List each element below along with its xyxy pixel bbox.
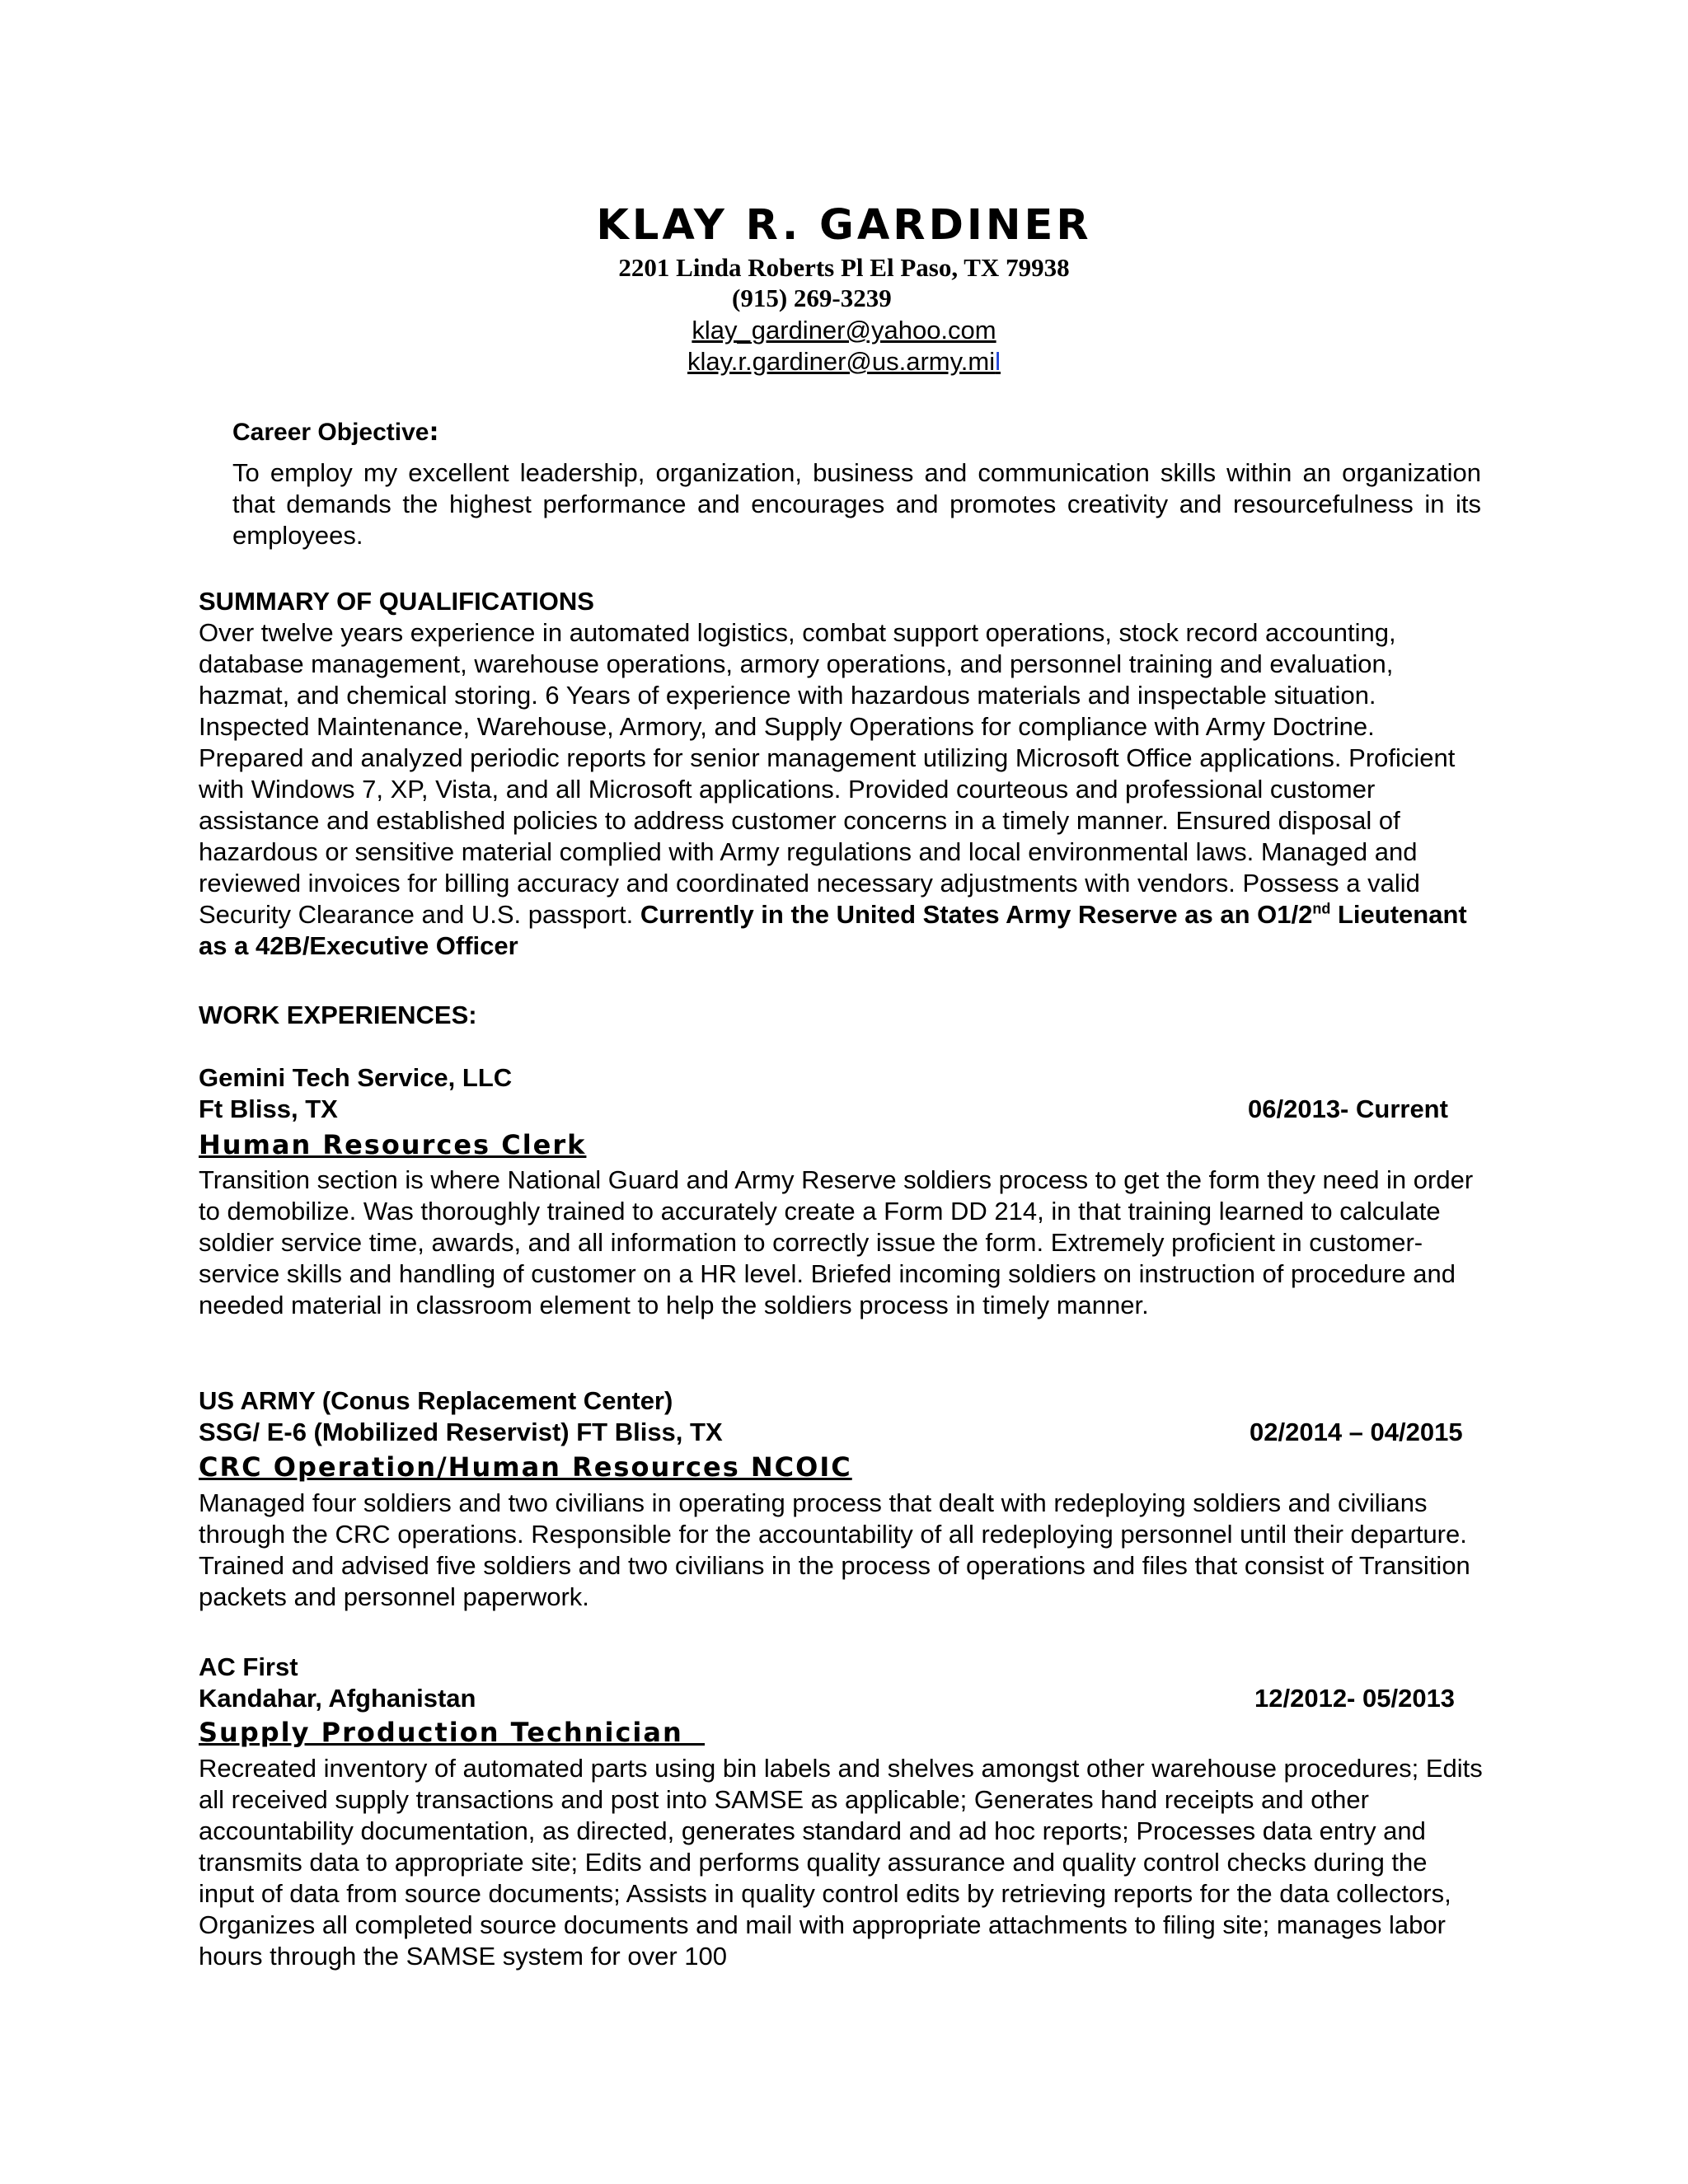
summary-section [199, 617, 1484, 962]
phone-number: (915) 269-3239 [732, 284, 892, 312]
job-location: Ft Bliss, TX [199, 1094, 338, 1123]
job-title: Human Resources Clerk [199, 1129, 587, 1160]
job-description: Managed four soldiers and two civilians in operating process that dealt with redeploying soldiers and civilians through the CRC operations. Responsible for the accountability of all redeploying personnel until their departure. Trained and advised five soldiers and two civilians in the process of operations and files that consist of Transition packets and personnel paperwork. [199, 1488, 1470, 1611]
job-location: SSG/ E-6 (Mobilized Reservist) FT Bliss, TX [199, 1418, 723, 1446]
job-title: Supply Production Technician [199, 1717, 706, 1748]
job-dates: 06/2013- Current [1248, 1094, 1448, 1123]
career-objective-heading [232, 417, 438, 448]
summary-heading: SUMMARY OF QUALIFICATIONS [199, 587, 594, 616]
job-employer: Gemini Tech Service, LLC [199, 1063, 513, 1092]
job-description: Recreated inventory of automated parts using bin labels and shelves amongst other warehouse procedures; Edits all received supply transactions and post into SAMSE as applicable; Generates hand receipts and other accountability documentation, as directed, generates standard and ad hoc reports; Processes data entry and transmits data to appropriate site; Edits and performs quality assurance and quality control checks during the input of data from source documents; Assists in quality control edits by retrieving reports for the data collectors, Organizes all completed source documents and mail with appropriate attachments to filing site; manages labor hours through the SAMSE system for over 100 [199, 1754, 1483, 1971]
job-title: CRC Operation/Human Resources NCOIC [199, 1451, 852, 1483]
email-link-personal[interactable]: klay_gardiner@yahoo.com [692, 316, 996, 344]
email-link-army[interactable] [0, 346, 1688, 377]
email-army-tail: l [995, 347, 1001, 376]
job-employer: AC First [199, 1652, 298, 1681]
email-army-main: klay.r.gardiner@us.army.mi [687, 347, 996, 376]
career-objective-title: Career Objective [232, 419, 429, 446]
job-description: Transition section is where National Guard and Army Reserve soldiers process to get the form they need in order to demobilize. Was thoroughly trained to accurately create a Form DD 214, in that training learned to calculate soldier service time, awards, and all information to correctly issue the form. Extremely proficient in customer-service skills and handling of customer on a HR level. Briefed incoming soldiers on instruction of procedure and needed material in classroom element to help the soldiers process in timely manner. [199, 1165, 1474, 1319]
summary-bold-line: Currently in the United States Army Reserve as an O1/2nd Lieutenant as a 42B/Executive Officer [199, 900, 1467, 960]
job-employer: US ARMY (Conus Replacement Center) [199, 1386, 673, 1415]
career-objective-colon: : [429, 418, 439, 447]
address: 2201 Linda Roberts Pl El Paso, TX 79938 [618, 253, 1070, 282]
job-dates: 12/2012- 05/2013 [1254, 1684, 1456, 1713]
job-dates: 02/2014 – 04/2015 [1250, 1418, 1463, 1446]
work-experience-heading: WORK EXPERIENCES: [199, 1001, 477, 1029]
career-objective-text: To employ my excellent leadership, organization, business and communication skills within an organization that demands the highest performance and encourages and promotes creativity and resourcefulness in its employees. [232, 458, 1481, 550]
job-location: Kandahar, Afghanistan [199, 1684, 476, 1713]
summary-text: Over twelve years experience in automated logistics, combat support operations, stock record accounting, database management, warehouse operations, armory operations, and personnel training and evaluation, hazmat, and chemical storing. 6 Years of experience with hazardous materials and inspectable situation. Inspected Maintenance, Warehouse, Armory, and Supply Operations for compliance with Army Doctrine. Prepared and analyzed periodic reports for senior management utilizing Microsoft Office applications. Proficient with Windows 7, XP, Vista, and all Microsoft applications. Provided courteous and professional customer assistance and established policies to address customer concerns in a timely manner. Ensured disposal of hazardous or sensitive material complied with Army regulations and local environmental laws. Managed and reviewed invoices for billing accuracy and coordinated necessary adjustments with vendors. Possess a valid Security Clearance and U.S. passport. [199, 618, 1456, 929]
applicant-name: KLAY R. GARDINER [596, 201, 1092, 250]
